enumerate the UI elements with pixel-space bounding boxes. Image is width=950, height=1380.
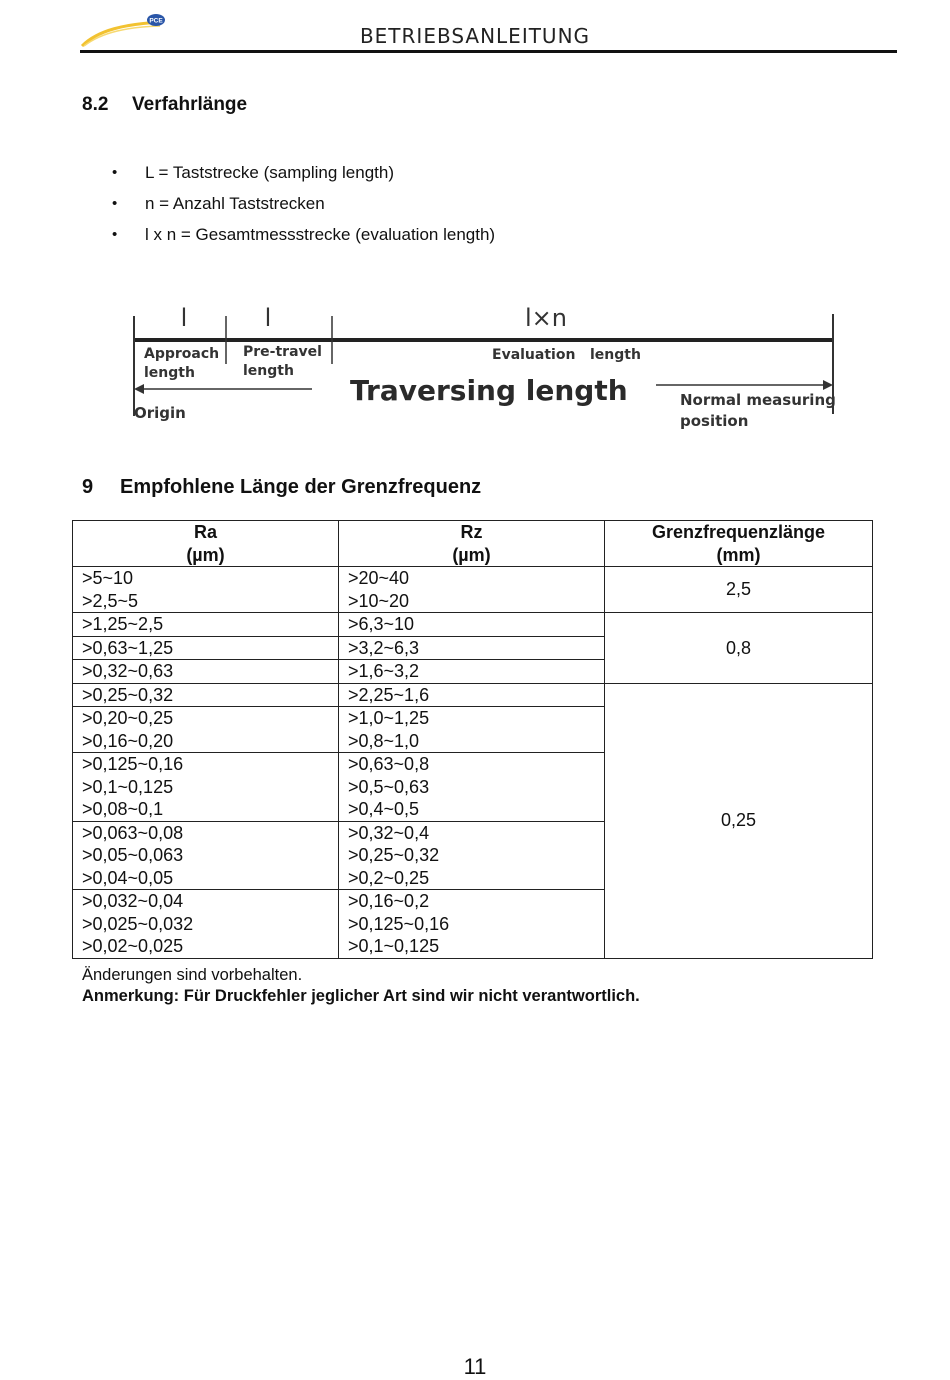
- ra-cell: >0,25~0,32: [73, 683, 339, 707]
- ra-cell: >0,32~0,63: [73, 660, 339, 684]
- rz-cell: >0,63~0,8 >0,5~0,63 >0,4~0,5: [339, 753, 605, 822]
- ra-cell: >1,25~2,5: [73, 613, 339, 637]
- rz-cell: >0,32~0,4 >0,25~0,32 >0,2~0,25: [339, 821, 605, 890]
- traversing-length-diagram: [120, 296, 850, 436]
- rz-cell: >1,6~3,2: [339, 660, 605, 684]
- section-8-2-heading: [82, 94, 247, 116]
- label-traversing: Traversing length: [350, 374, 628, 407]
- logo-text: PCE: [149, 17, 163, 25]
- list-item: • n = Anzahl Taststrecken: [112, 193, 495, 224]
- cutoff-table: [72, 520, 873, 959]
- table-header-row: [73, 521, 873, 567]
- ra-cell: >0,063~0,08 >0,05~0,063 >0,04~0,05: [73, 821, 339, 890]
- changes-note: Änderungen sind vorbehalten.: [82, 966, 303, 984]
- header-ra: Ra (µm): [73, 521, 339, 567]
- label-normal-measuring: Normal measuring: [680, 391, 836, 409]
- ra-cell: >0,63~1,25: [73, 636, 339, 660]
- remark-note: Anmerkung: Für Druckfehler jeglicher Art sind wir nicht verantwortlich.: [82, 987, 640, 1005]
- label-approach: Approach: [144, 346, 220, 362]
- ra-cell: >5~10 >2,5~5: [73, 567, 339, 613]
- rz-cell: >1,0~1,25 >0,8~1,0: [339, 707, 605, 753]
- arrow-left-head: [134, 384, 144, 394]
- label-origin: Origin: [134, 404, 186, 422]
- section-title: Verfahrlänge: [132, 94, 248, 115]
- label-pretravel-length: length: [243, 363, 294, 379]
- label-pretravel: Pre-travel: [243, 344, 322, 360]
- label-l1: l: [180, 304, 188, 332]
- header-title: BETRIEBSANLEITUNG: [359, 24, 591, 48]
- rz-cell: >6,3~10: [339, 613, 605, 637]
- ra-cell: >0,125~0,16 >0,1~0,125 >0,08~0,1: [73, 753, 339, 822]
- section-number: 8.2: [82, 94, 109, 115]
- arrow-right-head: [823, 380, 833, 390]
- rz-cell: >20~40 >10~20: [339, 567, 605, 613]
- label-l2: l: [264, 304, 272, 332]
- rz-cell: >0,16~0,2 >0,125~0,16 >0,1~0,125: [339, 890, 605, 959]
- section-9-heading: [82, 476, 481, 499]
- table-row: [73, 683, 873, 707]
- cutoff-cell: 2,5: [605, 567, 873, 613]
- label-evaluation: Evaluation: [492, 347, 576, 363]
- page-number: 11: [463, 1354, 487, 1379]
- rz-cell: >3,2~6,3: [339, 636, 605, 660]
- section-title: Empfohlene Länge der Grenzfrequenz: [120, 476, 482, 498]
- header-cutoff: Grenzfrequenzlänge (mm): [605, 521, 873, 567]
- ra-cell: >0,20~0,25 >0,16~0,20: [73, 707, 339, 753]
- table-row: [73, 613, 873, 637]
- section-number: 9: [82, 476, 94, 498]
- list-item: • L = Taststrecke (sampling length): [112, 162, 495, 193]
- label-position: position: [680, 412, 749, 430]
- label-evaluation-length: length: [590, 347, 641, 363]
- cutoff-cell: 0,25: [605, 683, 873, 958]
- cutoff-cell: 0,8: [605, 613, 873, 684]
- definition-list: [112, 162, 495, 255]
- header-divider: [80, 50, 897, 53]
- header-rz: Rz (µm): [339, 521, 605, 567]
- list-item: • l x n = Gesamtmessstrecke (evaluation length): [112, 224, 495, 255]
- label-lxn: l×n: [525, 304, 567, 332]
- rz-cell: >2,25~1,6: [339, 683, 605, 707]
- ra-cell: >0,032~0,04 >0,025~0,032 >0,02~0,025: [73, 890, 339, 959]
- table-row: [73, 567, 873, 613]
- label-approach-length: length: [144, 365, 195, 381]
